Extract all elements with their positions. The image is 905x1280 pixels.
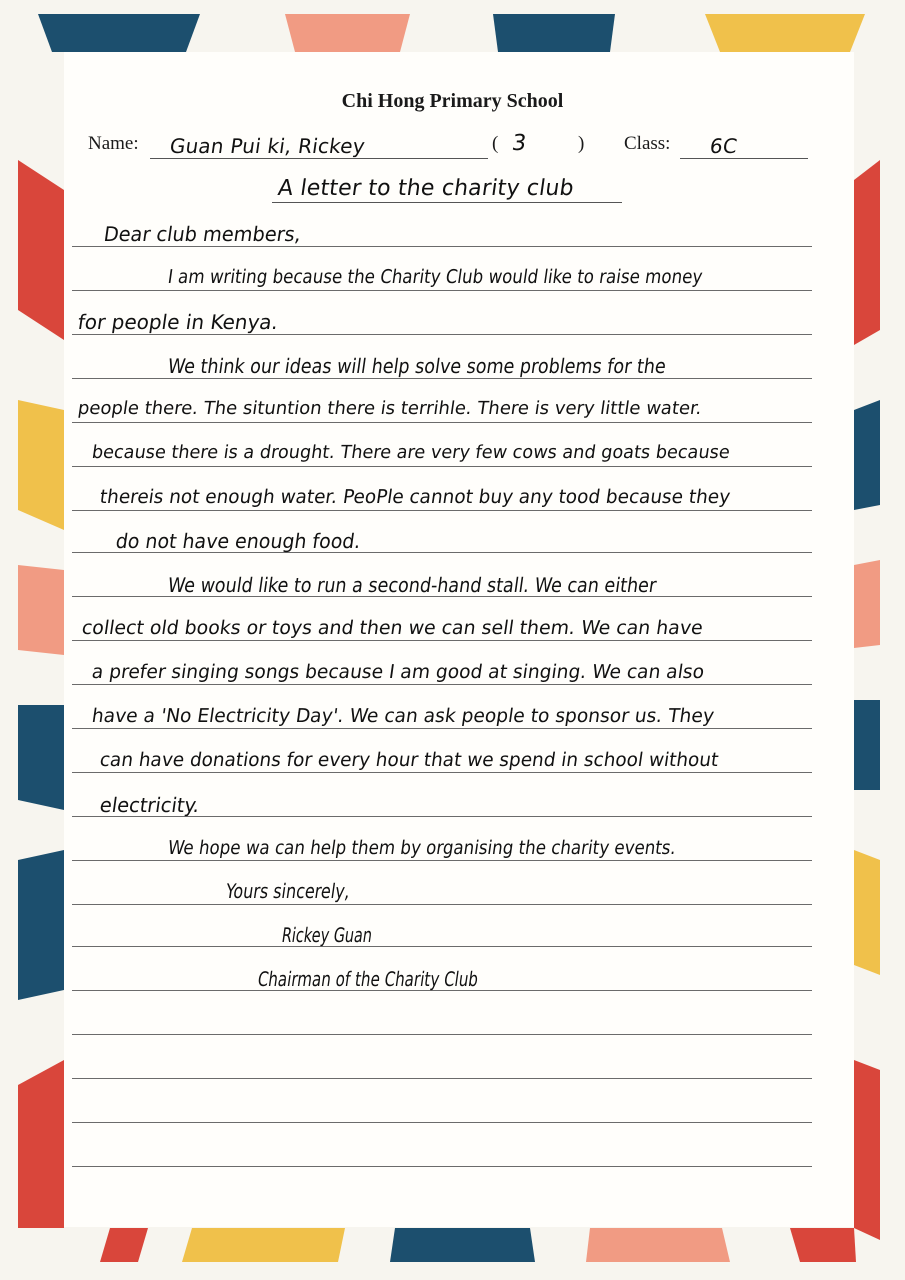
letter-line: electricity. [98,793,202,817]
name-label: Name: [88,133,139,154]
letter-line: We hope wa can help them by organising the charity events. [166,837,678,859]
signature-title: Chairman of the Charity Club [256,967,480,991]
letter-line: a prefer singing songs because I am good at singing. We can also [90,661,706,683]
class-label: Class: [624,133,671,154]
letter-line: can have donations for every hour that we spend in school without [98,749,720,771]
ruled-line [72,1166,812,1167]
letter-line: have a 'No Electricity Day'. We can ask people to sponsor us. They [90,705,716,727]
salutation: Dear club members, [102,222,303,246]
ruled-line [72,684,812,685]
closing: Yours sincerely, [224,879,352,903]
ruled-line [72,640,812,641]
letter-line: thereis not enough water. PeoPle cannot buy any tood because they [98,486,732,508]
ruled-line [72,772,812,773]
ruled-line [72,422,812,423]
ruled-line [72,728,812,729]
letter-line: do not have enough food. [114,529,363,553]
class-number: 3 [510,131,528,156]
letter-line: I am writing because the Charity Club would like to raise money [166,266,704,288]
signature-name: Rickey Guan [280,923,374,947]
letter-line: people there. The situntion there is terrihle. There is very little water. [76,398,704,419]
school-name: Chi Hong Primary School [341,90,564,112]
letter-title: A letter to the charity club [276,176,576,201]
ruled-line [72,1122,812,1123]
student-name: Guan Pui ki, Rickey [168,134,367,158]
ruled-line [72,246,812,247]
ruled-line [72,378,812,379]
ruled-line [72,904,812,905]
letter-line: for people in Kenya. [76,310,280,334]
ruled-line [72,334,812,335]
ruled-line [72,1078,812,1079]
letter-line: We would like to run a second-hand stall. We can either [166,573,658,597]
ruled-line [72,860,812,861]
letter-line: collect old books or toys and then we can sell them. We can have [80,617,705,639]
name-underline [150,158,488,159]
number-paren-open: ( [492,133,499,154]
ruled-line [72,466,812,467]
class-underline [680,158,808,159]
number-paren-close: ) [578,133,585,154]
ruled-line [72,290,812,291]
letter-line: We think our ideas will help solve some problems for the [166,354,668,378]
ruled-line [72,1034,812,1035]
title-underline [272,202,622,203]
letter-line: because there is a drought. There are very few cows and goats because [90,442,732,463]
class-value: 6C [708,134,739,158]
ruled-line [72,510,812,511]
